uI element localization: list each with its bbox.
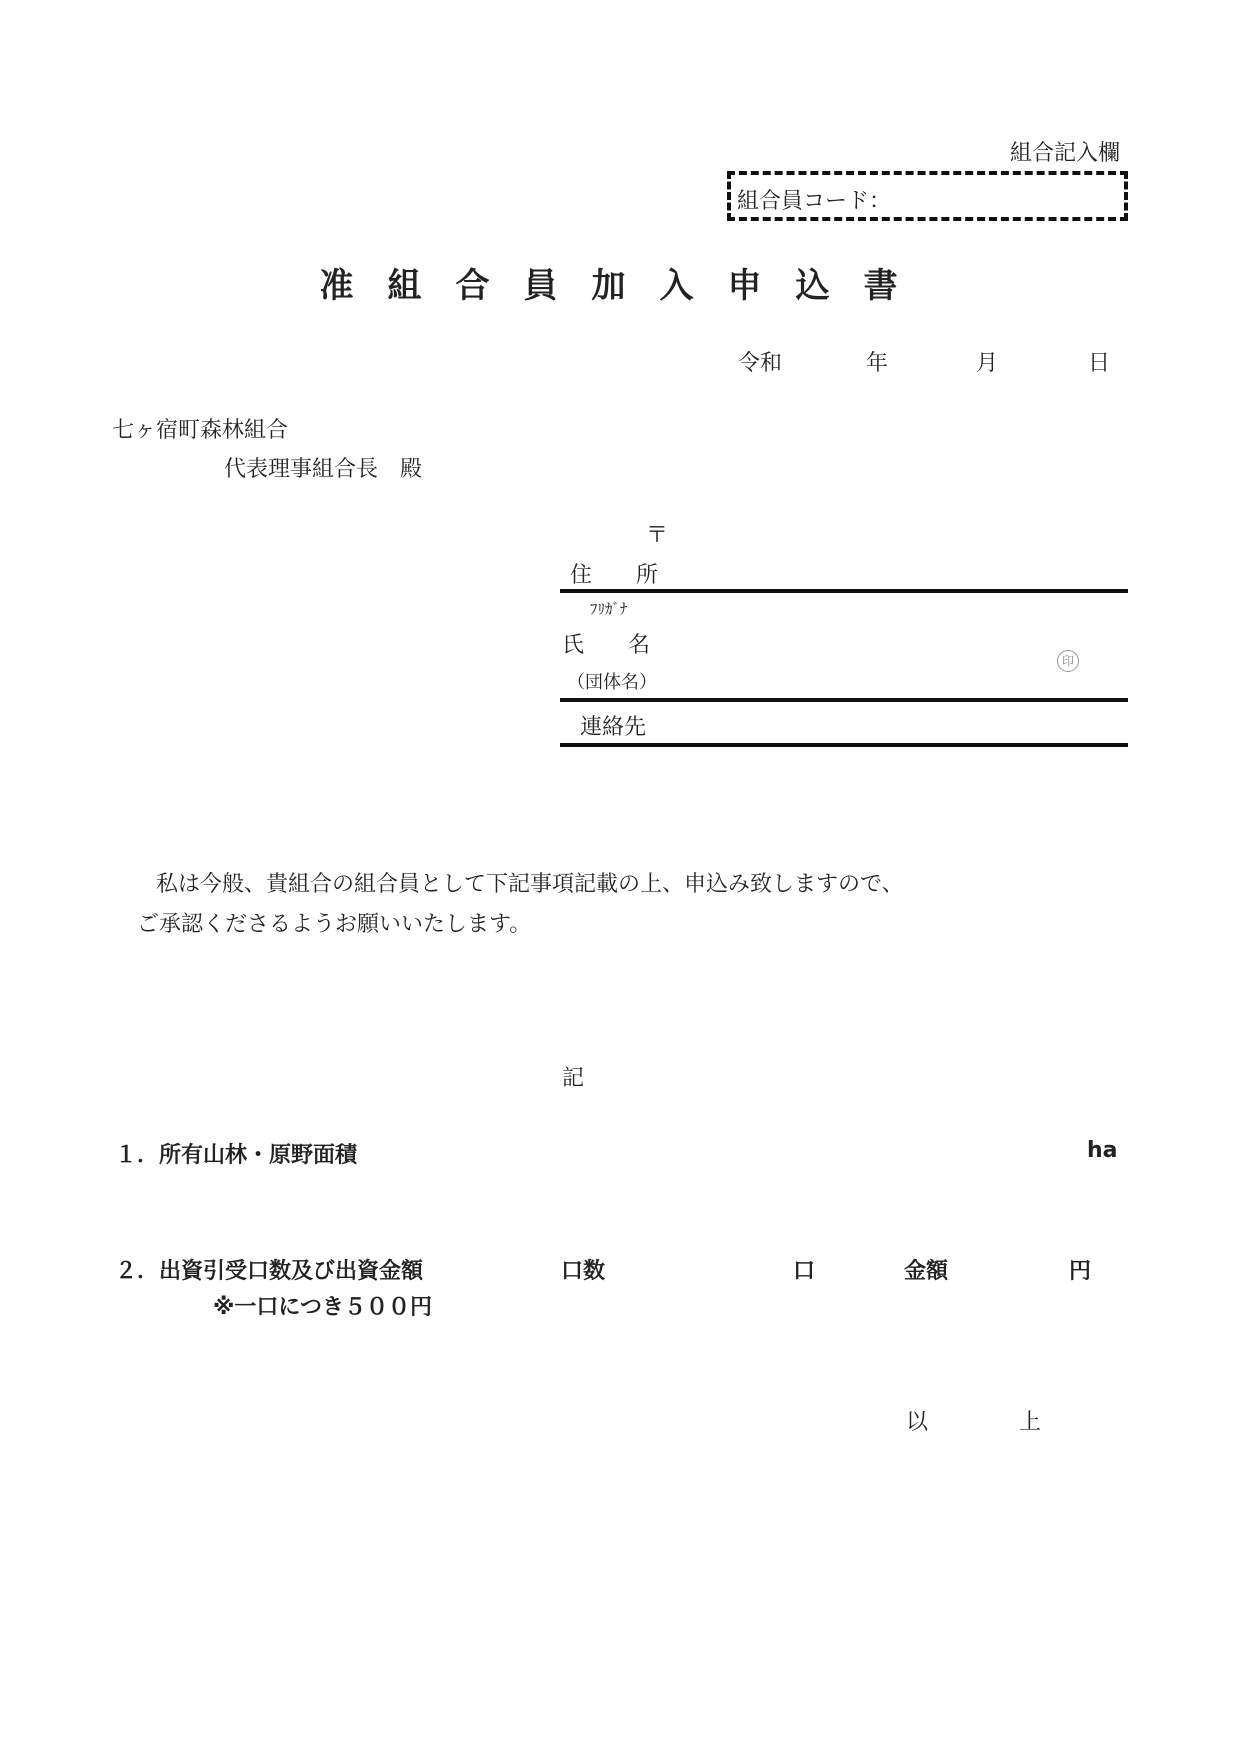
address-underline xyxy=(560,589,1128,593)
furigana-label: ﾌﾘｶﾞﾅ xyxy=(590,600,628,618)
date-year-label: 年 xyxy=(866,351,889,376)
ki-heading: 記 xyxy=(562,1066,585,1091)
date-month-label: 月 xyxy=(976,351,999,376)
closing-i: 以 xyxy=(906,1410,929,1435)
date-era: 令和 xyxy=(738,351,783,376)
item1-unit: ha xyxy=(1087,1138,1118,1163)
member-code-label: 組合員コード： xyxy=(737,189,892,214)
date-day-label: 日 xyxy=(1088,351,1111,376)
postal-mark: 〒 xyxy=(646,523,669,548)
amount-label: 金額 xyxy=(904,1259,949,1284)
name-label: 氏 名 xyxy=(562,633,651,658)
name-underline xyxy=(560,698,1128,702)
addressee-org: 七ヶ宿町森林組合 xyxy=(112,418,289,443)
closing-jou: 上 xyxy=(1019,1410,1042,1435)
address-label: 住 所 xyxy=(570,563,659,588)
seal-mark: 印 xyxy=(1057,650,1079,672)
office-use-label: 組合記入欄 xyxy=(1010,141,1121,166)
document-title: 准組合員加入申込書 xyxy=(319,266,932,306)
contact-underline xyxy=(560,743,1128,747)
item2-label: ２．出資引受口数及び出資金額 xyxy=(115,1259,424,1284)
shares-label: 口数 xyxy=(561,1259,606,1284)
amount-unit: 円 xyxy=(1069,1259,1092,1284)
addressee-person: 代表理事組合長 殿 xyxy=(224,457,423,482)
body-line-2: ご承認くださるようお願いいたします。 xyxy=(137,912,532,937)
item2-note: ※一口につき５００円 xyxy=(213,1295,432,1320)
item1-label: １．所有山林・原野面積 xyxy=(115,1143,358,1168)
shares-unit: 口 xyxy=(793,1259,816,1284)
body-line-1: 私は今般、貴組合の組合員として下記事項記載の上、申込み致しますので、 xyxy=(156,872,904,897)
member-code-box[interactable] xyxy=(727,171,1128,221)
contact-label: 連絡先 xyxy=(580,715,647,740)
org-name-label: （団体名） xyxy=(567,672,657,693)
